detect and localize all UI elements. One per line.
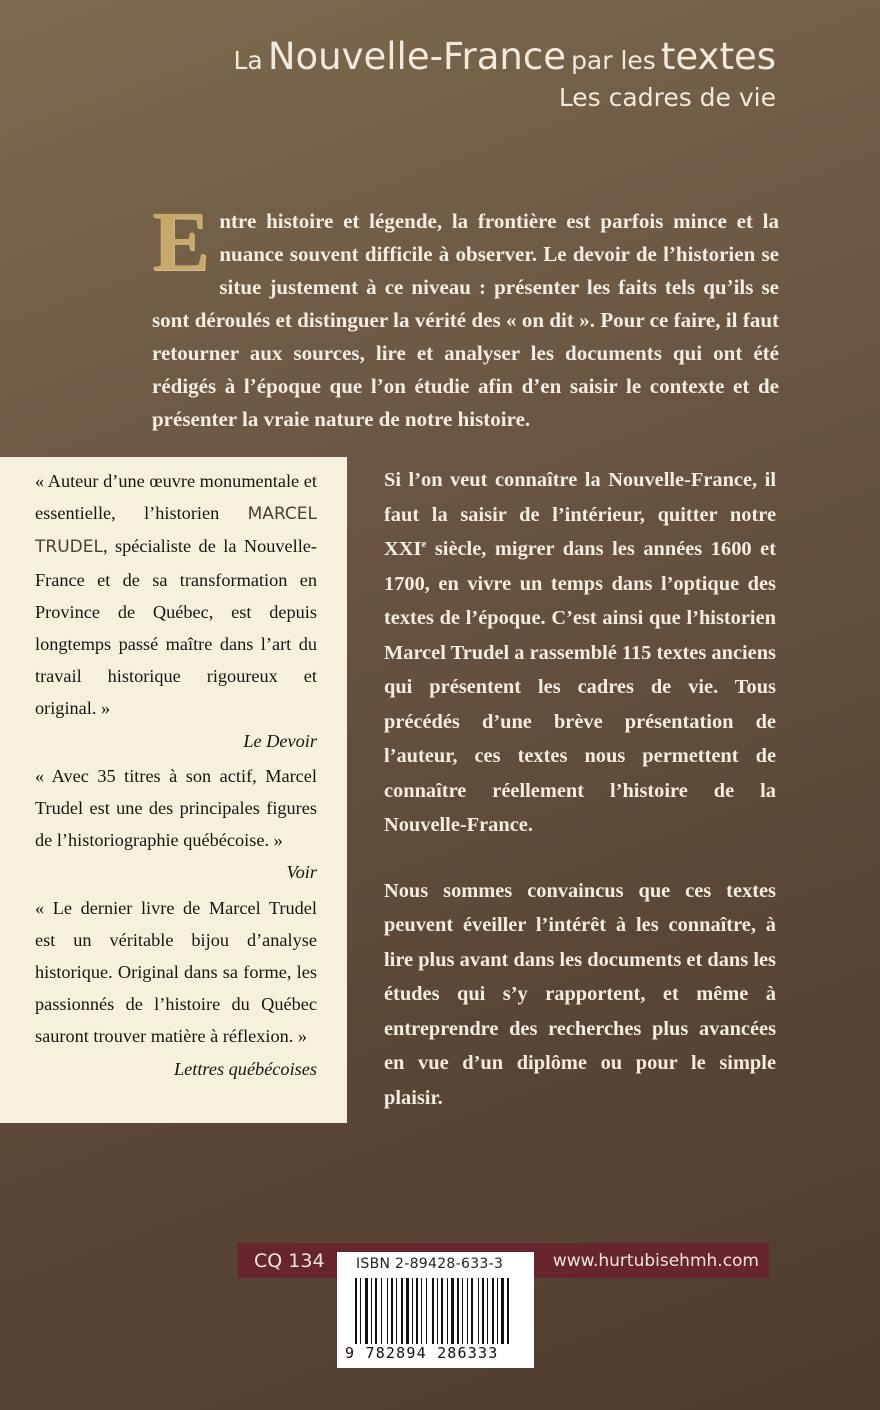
series-number: CQ 134 <box>254 1250 325 1272</box>
description-text: Si l’on veut connaître la Nouvelle-France, il faut la saisir de l’intérieur, quitter notre XXI <box>384 469 776 560</box>
description-column <box>384 463 776 1115</box>
barcode-icon <box>355 1278 519 1344</box>
barcode-box <box>337 1252 534 1368</box>
barcode-bar <box>371 1278 372 1344</box>
barcode-bar <box>381 1278 382 1344</box>
barcode-bar <box>432 1278 434 1344</box>
quote-source: Lettres québécoises <box>173 1058 317 1079</box>
barcode-bar <box>406 1278 409 1344</box>
cover-title <box>233 35 776 112</box>
description-paragraph <box>384 463 776 843</box>
subtitle: Les cadres de vie <box>558 83 776 112</box>
barcode-bar <box>401 1278 403 1344</box>
barcode-bar <box>457 1278 459 1344</box>
barcode-bar <box>492 1278 494 1344</box>
intro-text: ntre histoire et légende, la frontière est parfois mince et la nuance souvent difficile à observer. Le devoir de l’historien se situe justement à ce niveau : présenter les faits tels qu’ils se sont déroulés et distinguer la vérité des « on dit ». Pour ce faire, il faut retourner aux sources, lire et analyser les documents qui ont été rédigés à l’époque que l’on étudie afin d’en saisir le contexte et de présenter la vraie nature de notre histoire. <box>152 209 779 431</box>
barcode-bar <box>360 1278 361 1344</box>
isbn-text: ISBN 2-89428-633-3 <box>356 1256 504 1272</box>
barcode-bar <box>437 1278 438 1344</box>
quote-source: Le Devoir <box>243 730 317 751</box>
quote-le-devoir <box>35 465 317 757</box>
barcode-bar <box>412 1278 413 1344</box>
description-text: siècle, migrer dans les années 1600 et 1700, en vivre un temps dans l’optique des textes de l’époque. C’est ainsi que l’historien Marcel Trudel a rassemblé 115 textes anciens qui présentent les cadres de vie. Tous précédés d’une brève présentation de l’auteur, ces textes nous permettent de connaître réellement l’histoire de la Nouvelle-France. <box>384 538 776 836</box>
barcode-bar <box>482 1278 484 1344</box>
barcode-bar <box>365 1278 368 1344</box>
superscript: e <box>421 538 427 551</box>
barcode-bar <box>447 1278 448 1344</box>
barcode-bar <box>416 1278 418 1344</box>
title-end: textes <box>660 35 776 78</box>
publisher-url: www.hurtubisehmh.com <box>552 1251 759 1271</box>
quote-text: , spécialiste de la Nouvelle-France et de sa transformation en Province de Québec, est depuis longtemps passé maître dans l’art du travail historique rigoureux et original. » <box>35 536 317 719</box>
drop-cap: E <box>152 193 210 289</box>
barcode-bar <box>396 1278 397 1344</box>
barcode-digits: 9 782894 286333 <box>345 1344 499 1362</box>
barcode-bar <box>467 1278 468 1344</box>
quote-text: « Le dernier livre de Marcel Trudel est un véritable bijou d’analyse historique. Original dans sa forme, les passionnés de l’histoire du Québec sauront trouver matière à réflexion. » <box>35 897 317 1047</box>
quote-text: « Auteur d’une œuvre monumentale et essentielle, l’historien <box>35 471 317 524</box>
barcode-bar <box>355 1278 357 1344</box>
title-middle: par les <box>571 46 656 75</box>
author-name: MARCEL TRUDEL <box>35 504 317 558</box>
title-prefix: La <box>233 46 263 75</box>
barcode-bar <box>478 1278 479 1344</box>
barcode-bar <box>421 1278 422 1344</box>
barcode-bar <box>391 1278 393 1344</box>
title-line <box>233 35 776 78</box>
barcode-bar <box>375 1278 377 1344</box>
quote-voir <box>35 760 317 889</box>
barcode-bar <box>387 1278 388 1344</box>
title-main: Nouvelle-France <box>267 35 566 78</box>
barcode-bar <box>426 1278 427 1344</box>
barcode-bar <box>487 1278 488 1344</box>
barcode-bar <box>497 1278 498 1344</box>
barcode-bar <box>441 1278 443 1344</box>
quote-text: « Avec 35 titres à son actif, Marcel Trudel est une des principales figures de l’historiographie québécoise. » <box>35 765 317 851</box>
barcode-bar <box>501 1278 504 1344</box>
barcode-bar <box>451 1278 454 1344</box>
description-paragraph: Nous sommes convaincus que ces textes peuvent éveiller l’intérêt à les connaître, à lire plus avant dans les documents et dans les études qui s’y rapportent, et même à entreprendre des recherches plus avancées en vue d’un diplôme ou pour le simple plaisir. <box>384 879 776 1109</box>
press-quotes-box <box>0 457 347 1123</box>
intro-paragraph <box>152 193 779 436</box>
barcode-bar <box>507 1278 509 1344</box>
barcode-bar <box>471 1278 473 1344</box>
quote-lettres-quebecoises <box>35 892 317 1085</box>
barcode-bar <box>462 1278 463 1344</box>
quote-source: Voir <box>286 862 317 883</box>
